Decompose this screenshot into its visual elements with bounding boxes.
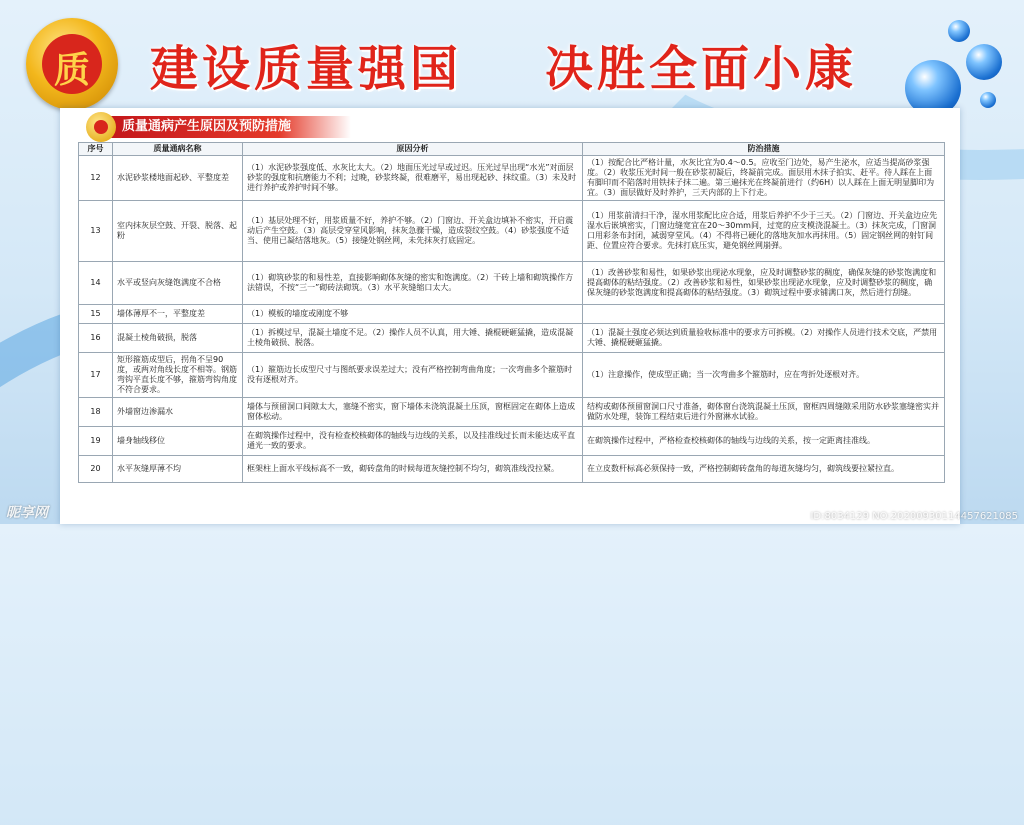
table-row xyxy=(79,427,945,456)
table-row xyxy=(79,262,945,305)
row-no: 18 xyxy=(79,398,113,427)
row-no: 17 xyxy=(79,353,113,398)
table-header-row xyxy=(79,143,945,156)
row-cause: （1）箍筋边长成型尺寸与图纸要求误差过大；没有严格控制弯曲角度；一次弯曲多个箍筋时没有逐根对齐。 xyxy=(243,353,583,398)
watermark-id: ID:8034129 NO:20200930114457621085 xyxy=(810,511,1018,522)
row-no: 14 xyxy=(79,262,113,305)
row-measure xyxy=(583,305,945,324)
row-name: 水平或竖向灰缝饱满度不合格 xyxy=(113,262,243,305)
row-measure: 在立皮数杆标高必须保持一致，严格控制砌砖盘角的每道灰缝均匀，砌筑线要拉紧拉直。 xyxy=(583,456,945,483)
table-row xyxy=(79,353,945,398)
content-panel xyxy=(60,108,960,524)
watermark-logo: 昵享网 xyxy=(6,505,48,521)
table-row xyxy=(79,456,945,483)
section-title xyxy=(60,112,351,142)
row-name: 矩形箍筋成型后，拐角不呈90度，或两对角线长度不相等。钢筋弯钩平直长度不够，箍筋弯钩角度不符合要求。 xyxy=(113,353,243,398)
row-name: 水平灰缝厚薄不均 xyxy=(113,456,243,483)
row-no: 20 xyxy=(79,456,113,483)
slogan-right: 决胜全面小康 xyxy=(545,41,858,97)
row-cause: （1）水泥砂浆强度低、水灰比太大。（2）地面压光过早或过迟。压光过早出现“水光”对面层砂浆的强度和抗磨能力不利；过晚，砂浆终凝，很难磨平，易出现起砂、抹纹重。（3）未及时进行养护或养护时间不够。 xyxy=(243,156,583,201)
row-name: 水泥砂浆楼地面起砂、平整度差 xyxy=(113,156,243,201)
header xyxy=(0,0,1024,110)
row-no: 12 xyxy=(79,156,113,201)
row-cause: （1）拆模过早，混凝土墙度不足。（2）操作人员不认真，用大锤、撬棍硬砸猛撬，造成混凝土棱角破损、脱落。 xyxy=(243,324,583,353)
header-measure: 防治措施 xyxy=(583,143,945,156)
table-row xyxy=(79,201,945,262)
header-cause: 原因分析 xyxy=(243,143,583,156)
row-measure: （1）注意操作，使成型正确；当一次弯曲多个箍筋时，应在弯折处逐根对齐。 xyxy=(583,353,945,398)
header-name: 质量通病名称 xyxy=(113,143,243,156)
quality-emblem-icon: 质 xyxy=(26,18,118,110)
row-no: 16 xyxy=(79,324,113,353)
row-name: 混凝土棱角破损，脱落 xyxy=(113,324,243,353)
row-measure: （1）改善砂浆和易性，如果砂浆出现泌水现象，应及时调整砂浆的稠度，确保灰缝的砂浆饱满度和提高砌体的粘结强度。（2）改善砂浆和易性，如果砂浆出现泌水现象，应及时调整砂浆的稠度，确保灰缝的砂浆饱满度和提高砌体的粘结强度。（3）砌筑过程中要求铺满口灰，然后进行刮缝。 xyxy=(583,262,945,305)
slogan-left: 建设质量强国 xyxy=(150,41,463,97)
row-name: 室内抹灰层空鼓、开裂、脱落、起粉 xyxy=(113,201,243,262)
row-cause: 墙体与预留洞口间隙太大，塞缝不密实，窗下墙体未浇筑混凝土压顶，窗框固定在砌体上造成窗体松动。 xyxy=(243,398,583,427)
row-measure: 结构或砌体预留窗洞口尺寸准备，砌体窗台浇筑混凝土压顶，窗框四周缝隙采用防水砂浆塞缝密实并做防水处理，装饰工程结束后进行外窗淋水试验。 xyxy=(583,398,945,427)
row-name: 墙体薄厚不一，平整度差 xyxy=(113,305,243,324)
section-title-text: 质量通病产生原因及预防措施 xyxy=(110,116,351,138)
medal-icon xyxy=(86,112,116,142)
table-row xyxy=(79,324,945,353)
row-measure: 在砌筑操作过程中，严格检查校核砌体的轴线与边线的关系，按一定距离挂准线。 xyxy=(583,427,945,456)
row-no: 19 xyxy=(79,427,113,456)
row-no: 15 xyxy=(79,305,113,324)
row-name: 外墙窗边渗漏水 xyxy=(113,398,243,427)
row-cause: （1）模板的墙度或刚度不够 xyxy=(243,305,583,324)
quality-defects-table xyxy=(78,142,945,483)
row-measure: （1）混凝土强度必须达到质量验收标准中的要求方可拆模。（2）对操作人员进行技术交底，严禁用大锤、撬棍硬砸猛撬。 xyxy=(583,324,945,353)
row-cause: （1）基层处理不好，用浆质量不好，养护不够。（2）门窗边、开关盒边填补不密实，开启震动后产生空鼓。（3）高层受穿堂风影响，抹灰急骤干燥，造成裂纹空鼓。（4）砂浆强度不适当、使用已凝结落地灰。（5）接缝处钢丝网，未先抹灰打底固定。 xyxy=(243,201,583,262)
header-no: 序号 xyxy=(79,143,113,156)
row-no: 13 xyxy=(79,201,113,262)
table-row xyxy=(79,156,945,201)
row-measure: （1）用浆前清扫干净，湿水用浆配比应合适，用浆后养护不少于三天。（2）门窗边、开关盒边应先湿水后嵌填密实，门窗边缝宽宜在20～30mm间，过宽的应支模浇混凝土。（3）抹灰完成，门窗洞口用彩条布封闭，减弱穿堂风。（4）不得将已硬化的落地灰加水再抹用。（5）固定钢丝网的射钉间距、位置应符合要求。先抹打底压实，避免钢丝网崩弹。 xyxy=(583,201,945,262)
table-row xyxy=(79,398,945,427)
row-cause: （1）砌筑砂浆的和易性差，直接影响砌体灰缝的密实和饱满度。（2）干砖上墙和砌筑操作方法错误，不按“三一”砌砖法砌筑。（3）水平灰缝缩口太大。 xyxy=(243,262,583,305)
row-cause: 在砌筑操作过程中，没有检查校核砌体的轴线与边线的关系，以及挂准线过长而未能达成平直通光一致的要求。 xyxy=(243,427,583,456)
row-measure: （1）按配合比严格计量，水灰比宜为0.4～0.5。应收至门边处，易产生泌水，应适当提高砂浆强度。（2）收浆压光时间一般在砂浆初凝后，终凝前完成。面层用木抹子拍实、赶平。待人踩在上面有脚印而不陷落时用铁抹子抹二遍。第三遍抹光在终凝前进行（约6H）以人踩在上面无明显脚印为宜。（3）面层做好及时养护，三天内部的上下行走。 xyxy=(583,156,945,201)
row-cause: 框架柱上面水平线标高不一致，砌砖盘角的时候每道灰缝控制不均匀，砌筑准线没拉紧。 xyxy=(243,456,583,483)
row-name: 墙身轴线移位 xyxy=(113,427,243,456)
table-row xyxy=(79,305,945,324)
